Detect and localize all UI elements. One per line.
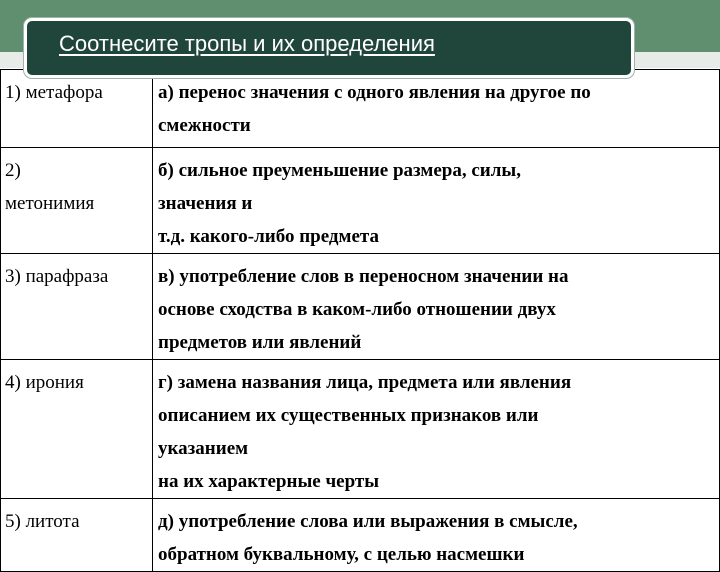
title-box [24, 18, 634, 78]
definition-text: обратном буквальному, с целью насмешки [158, 544, 525, 565]
definition-cell [153, 254, 720, 360]
term-text: 5) литота [5, 511, 80, 532]
definition-text: т.д. какого-либо предмета [158, 226, 379, 247]
table-row [1, 499, 720, 572]
term-text: 2) [5, 160, 21, 181]
table-row [1, 254, 720, 360]
term-cell [1, 70, 153, 148]
definition-text: д) употребление слова или выражения в смысле, [158, 511, 578, 532]
definition-text: основе сходства в каком-либо отношении двух [158, 299, 556, 320]
term-cell [1, 254, 153, 360]
term-text: 1) метафора [5, 82, 103, 103]
definition-cell [153, 499, 720, 572]
definition-text: а) перенос значения с одного явления на другое по [158, 82, 591, 103]
definition-text: в) употребление слов в переносном значении на [158, 266, 569, 287]
table-row [1, 360, 720, 499]
definition-cell [153, 360, 720, 499]
definition-text: значения и [158, 193, 253, 214]
tropes-table [0, 69, 720, 572]
table-row [1, 148, 720, 254]
definition-text: б) сильное преуменьшение размера, силы, [158, 160, 521, 181]
term-cell [1, 499, 153, 572]
table-row [1, 70, 720, 148]
term-cell [1, 148, 153, 254]
term-text: 3) парафраза [5, 266, 109, 287]
definition-text: на их характерные черты [158, 471, 380, 492]
definition-text: смежности [158, 115, 251, 136]
term-text: 4) ирония [5, 372, 84, 393]
definition-text: г) замена названия лица, предмета или явления [158, 372, 572, 393]
definition-text: описанием их существенных признаков или [158, 405, 539, 426]
page-title: Соотнесите тропы и их определения [59, 31, 435, 56]
definition-text: указанием [158, 438, 249, 459]
term-cell [1, 360, 153, 499]
definition-text: предметов или явлений [158, 332, 362, 353]
definition-cell [153, 148, 720, 254]
term-text: метонимия [5, 193, 95, 214]
definition-cell [153, 70, 720, 148]
